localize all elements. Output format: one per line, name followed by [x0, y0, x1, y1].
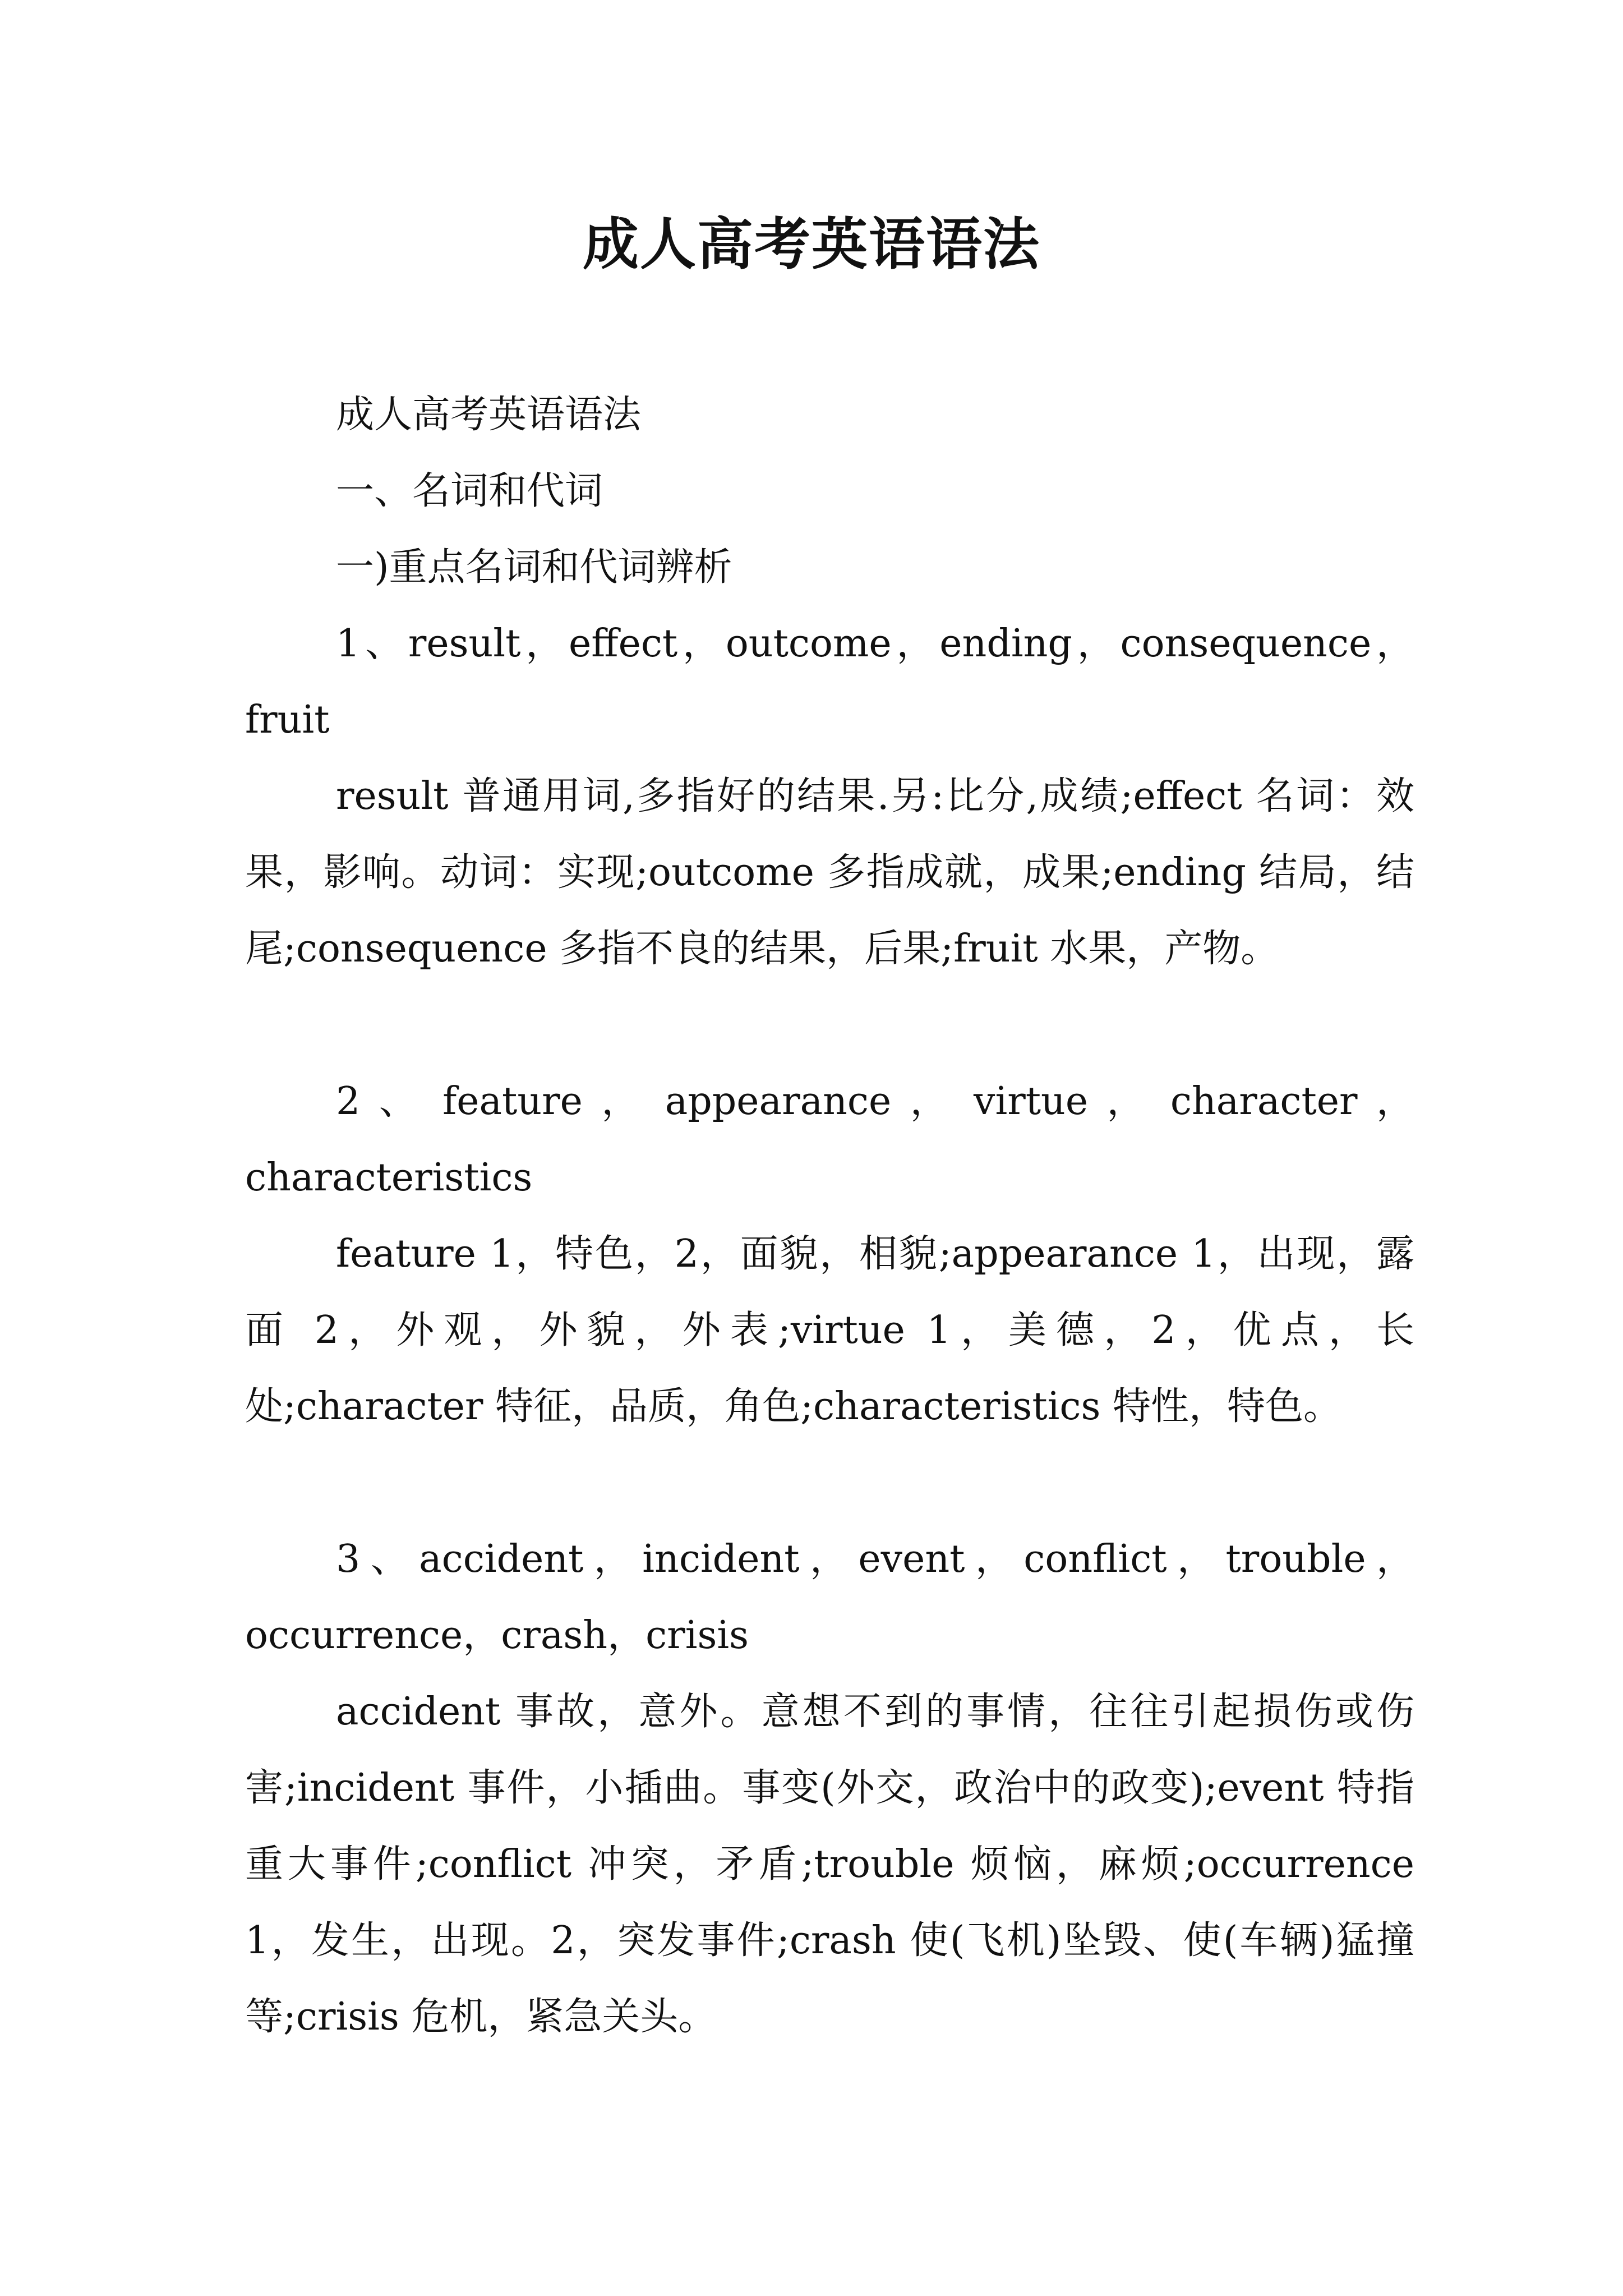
item-2-body: feature 1，特色，2，面貌，相貌;appearance 1，出现，露面 2，外观，外貌，外表;virtue 1，美德，2，优点，长处;character 特征，品质，角色;characteristics 特性，特色。: [245, 1232, 1414, 1429]
item-3-body: accident 事故，意外。意想不到的事情，往往引起损伤或伤害;incident 事件，小插曲。事变(外交，政治中的政变);event 特指重大事件;conflict 冲突，矛盾;trouble 烦恼，麻烦;occurrence 1，发生，出现。2，突发事件;crash 使(飞机)坠毁、使(车辆)猛撞等;crisis 危机，紧急关头。: [245, 1690, 1414, 2039]
paragraph-heading: 成人高考英语语法: [336, 393, 642, 437]
subsection-heading: 一)重点名词和代词辨析: [336, 545, 732, 590]
item-3-heading: 3、accident，incident，event，conflict，trouble，occurrence，crash，crisis: [245, 1537, 1414, 1658]
item-1-heading: 1、result，effect，outcome，ending，consequence，fruit: [245, 622, 1414, 742]
section-heading-nouns-pronouns: 一、名词和代词: [336, 469, 603, 513]
document-title: 成人高考英语语法: [583, 211, 1040, 277]
item-2-heading: 2 、 feature ， appearance ， virtue ， character ， characteristics: [245, 1079, 1414, 1200]
item-1-body: result 普通用词,多指好的结果.另:比分,成绩;effect 名词：效果，影响。动词：实现;outcome 多指成就，成果;ending 结局，结尾;consequence 多指不良的结果，后果;fruit 水果，产物。: [245, 774, 1414, 971]
